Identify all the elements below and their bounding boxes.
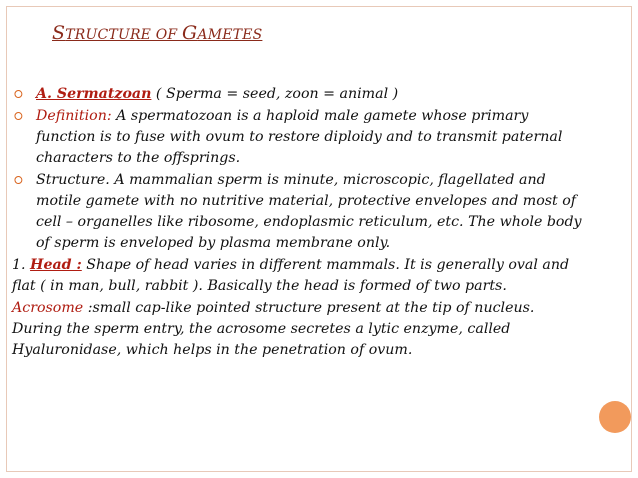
acrosome-text: :small cap-like pointed structure present at the tip of nucleus. During the sperm entry, the acrosome secretes a lytic enzyme, called Hyaluronidase, which helps in the penetration of ovum. xyxy=(12,300,535,358)
head-text: Shape of head varies in different mammals. It is generally oval and flat ( in man, bull, rabbit ). Basically the head is formed of two parts. xyxy=(12,257,570,294)
acrosome-paragraph xyxy=(12,298,582,361)
head-label: Head : xyxy=(30,257,82,273)
head-number: 1. xyxy=(12,257,31,273)
structure-text: Structure. A mammalian sperm is minute, microscopic, flagellated and motile gamete with no nutritive material, protective envelopes and most of cell – organelles like ribosome, endoplasmic reticulum, etc. The whole body of sperm is enveloped by plasma membrane only. xyxy=(36,172,582,251)
slide-content xyxy=(12,84,582,361)
definition-text: A spermatozoan is a haploid male gamete whose primary function is to fuse with ovum to restore diploidy and to transmit paternal characters to the offsprings. xyxy=(36,108,563,166)
bullet-icon: ⭘ xyxy=(14,110,23,123)
bullet-spermatozoan xyxy=(12,84,582,105)
bullet-icon: ⭘ xyxy=(14,174,23,187)
head-paragraph xyxy=(12,255,582,297)
spermatozoan-label: A. Sermatzoan xyxy=(36,86,152,102)
decorative-circle xyxy=(599,401,631,433)
title-initial-2: G xyxy=(182,22,198,44)
bullet-structure xyxy=(12,170,582,254)
acrosome-label: Acrosome xyxy=(12,300,84,316)
bullet-definition xyxy=(12,106,582,169)
title-part-2: AMETES xyxy=(197,27,263,43)
title-part-1: TRUCTURE OF xyxy=(65,27,182,43)
title-initial-1: S xyxy=(52,22,66,44)
spermatozoan-text: ( Sperma = seed, zoon = animal ) xyxy=(151,86,399,102)
definition-label: Definition: xyxy=(36,108,112,124)
bullet-icon: ⭘ xyxy=(14,88,23,101)
slide-title xyxy=(52,22,262,44)
